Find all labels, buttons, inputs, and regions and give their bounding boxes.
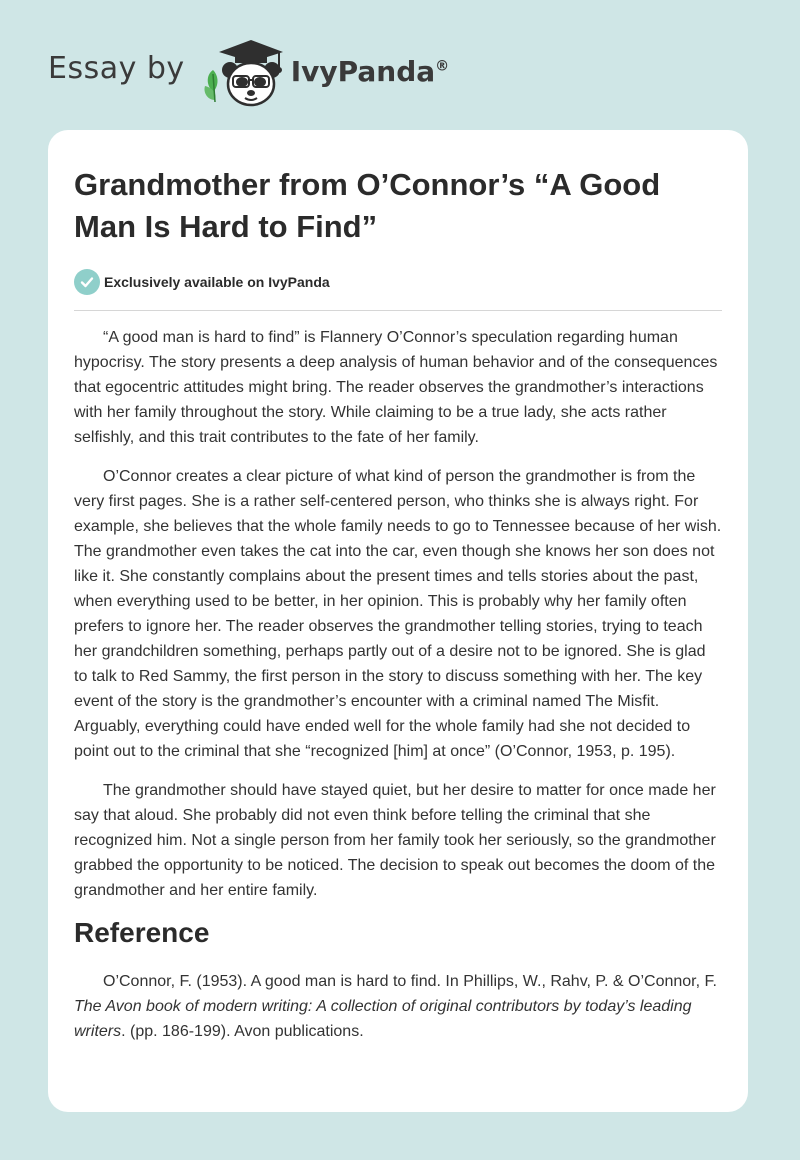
reference-part-2: . (pp. 186-199). Avon publications. [121,1023,364,1040]
exclusive-badge [74,268,722,296]
leaf-icon [204,70,217,102]
article-title: Grandmother from O’Connor’s “A Good Man Is Hard to Find” [74,167,661,244]
divider [74,310,722,311]
badge-text: Exclusively available on IvyPanda [104,274,330,290]
reference-entry [74,969,722,1044]
check-icon [74,269,100,295]
article-card [48,130,748,1112]
paragraph-3: The grandmother should have stayed quiet, but her desire to matter for once made her say that aloud. She probably did not even think before telling the criminal that she recognized him. Not a single person from her family took her seriously, so the grandmother grabbed the opportunity to be noticed. The decision to speak out becomes the doom of the grandmother and her entire family. [74,782,716,899]
panda-graduate-logo-icon[interactable] [199,30,289,110]
reference-book-title: The Avon book of modern writing: A collection of original contributors by today’s leading writers [74,998,692,1040]
site-header [48,30,449,110]
registered-mark: ® [435,58,450,75]
reference-part-1: O’Connor, F. (1953). A good man is hard to find. In Phillips, W., Rahv, P. & O’Connor, F. [103,973,717,990]
brand-name[interactable] [291,55,449,88]
brand-name-text: IvyPanda [290,54,436,88]
brand-prefix: Essay by [48,50,185,86]
paragraph-1: “A good man is hard to find” is Flannery O’Connor’s speculation regarding human hypocrisy. The story presents a deep analysis of human behavior and of the consequences that egocentric attitudes might bring. The reader observes the grandmother’s interactions with her family throughout the story. While claiming to be a true lady, she acts rather selfishly, and this trait contributes to the fate of her family. [74,329,718,446]
reference-heading: Reference [74,917,210,948]
paragraph-2: O’Connor creates a clear picture of what kind of person the grandmother is from the very first pages. She is a rather self-centered person, who thinks she is always right. For example, she believes that the whole family needs to go to Tennessee because of her wish. The grandmother even takes the cat into the car, even though she knows her son does not like it. She constantly complains about the present times and tells stories about the past, when everything used to be better, in her opinion. This is probably why her family often prefers to ignore her. The reader observes the grandmother telling stories, trying to teach her grandchildren something, perhaps partly out of a desire not to be ignored. She is glad to talk to Red Sammy, the first person in the story to discuss something with her. The key event of the story is the grandmother’s encounter with a criminal named The Misfit. Arguably, everything could have ended well for the whole family had she not decided to point out to the criminal that she “recognized [him] at once” (O’Connor, 1953, p. 195). [74,468,722,760]
